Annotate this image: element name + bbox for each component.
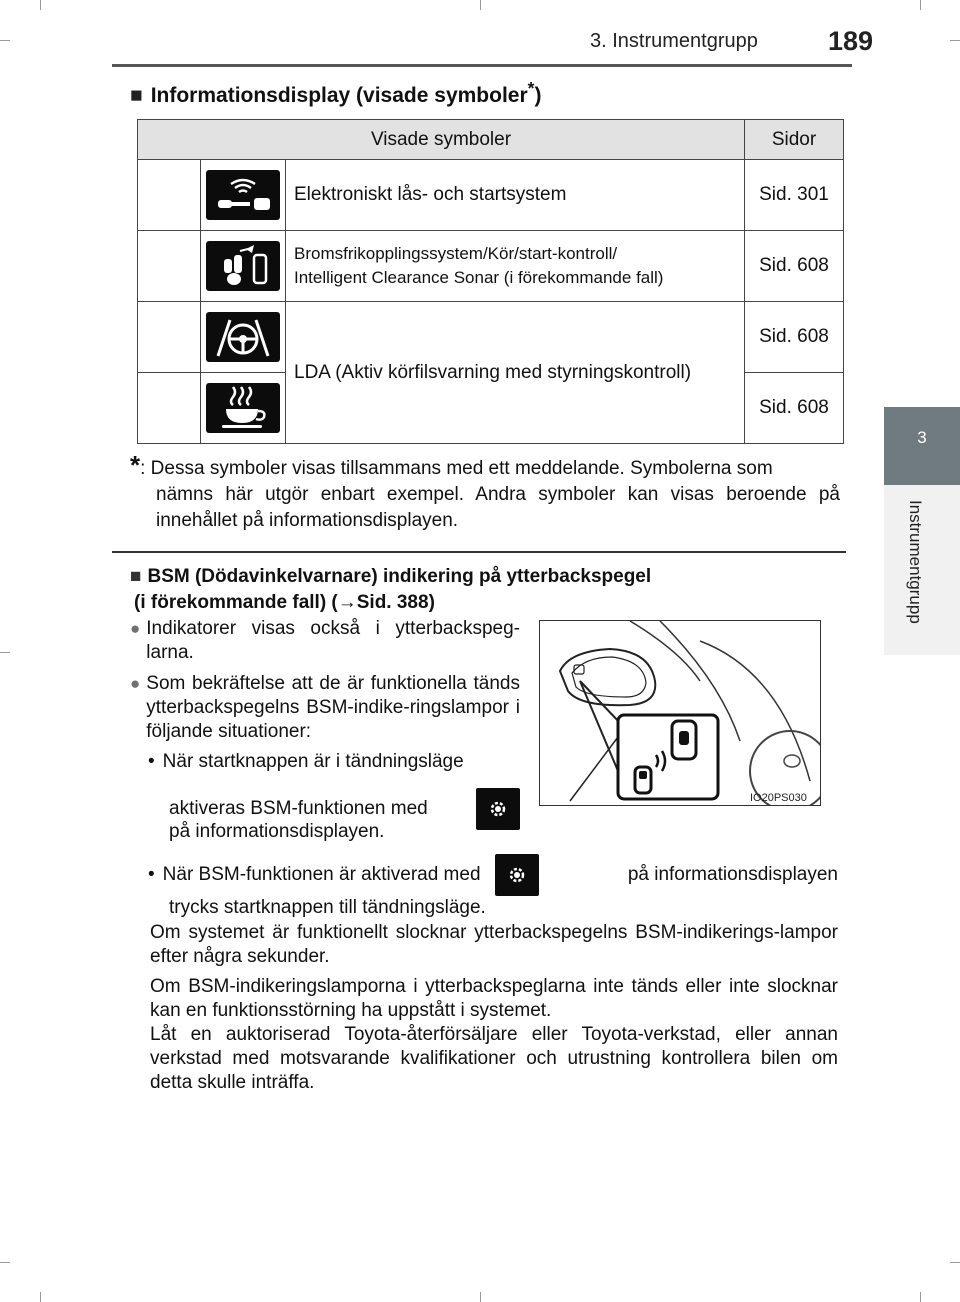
heading-square-icon: ■ [130,566,142,587]
sub-bullet-cont: på informationsdisplayen. [169,821,385,842]
crop-mark [480,0,481,10]
crop-mark [920,1292,921,1302]
footnote-mark: * [130,450,141,480]
row-page: Sid. 608 [745,373,844,444]
footnote-rest: nämns här utgör enbart exempel. Andra symboler kan visas beroende på innehållet på informationsdisplayen. [156,484,840,531]
table-row [138,160,844,231]
crop-mark [0,652,10,653]
steering-wheel-lane-icon [206,312,280,362]
mirror-drawing [540,621,820,805]
brake-foot-icon [206,241,280,291]
side-tab-label: Instrumentgrupp [906,500,925,624]
section-divider [112,551,846,553]
header-rule [112,64,852,67]
footnote-line1: : Dessa symboler visas tillsammans med ett meddelande. Symbolerna som [140,458,773,479]
paragraph: Om systemet är funktionellt slocknar ytterbackspegelns BSM-indikerings-lampor efter några sekunder. [150,922,838,967]
crop-mark [480,1292,481,1302]
page-number: 189 [828,26,874,56]
sub-bullet: • När BSM-funktionen är aktiverad med på informationsdisplayen [148,854,838,896]
side-tab-number: 3 [917,428,927,447]
paragraph: Låt en auktoriserad Toyota-återförsäljare eller Toyota-verkstad, eller annan verkstad med motsvarande kvalifikationer och utrustning kontrollera bilen om detta skulle inträffa. [150,1024,838,1093]
settings-gear-icon [495,854,539,896]
bullet-item: ● Indikatorer visas också i ytterbackspeg-larna. [130,618,520,663]
section-heading: ■ Informationsdisplay (visade symboler*) [130,78,542,107]
table-row [138,302,844,373]
crop-mark [950,40,960,41]
crop-mark [920,0,921,10]
coffee-cup-icon [206,383,280,433]
sub-bullet-cont: aktiveras BSM-funktionen med [169,788,520,830]
mirror-illustration [539,620,821,806]
table-header-row [138,120,844,160]
bullet-dot-icon: ● [130,674,141,693]
crop-mark [40,0,41,10]
figure-code: IO20PS030 [750,792,807,804]
merged-row-text: LDA (Aktiv körfilsvarning med styrningskontroll) [286,302,745,444]
crop-mark [40,1292,41,1302]
row-page: Sid. 301 [745,160,844,231]
row-page: Sid. 608 [745,302,844,373]
sub-bullet: • När startknappen är i tändningsläge [148,751,464,772]
arrow-icon: → [337,592,357,613]
crop-mark [950,1262,960,1263]
crop-mark [0,1262,10,1263]
paragraph: Om BSM-indikeringslamporna i ytterbackspeglarna inte tänds eller inte slocknar kan en funktionsstörning ha uppstått i systemet. [150,976,838,1021]
row-text-line2: Intelligent Clearance Sonar (i förekommande fall) [294,268,664,287]
keyless-signal-icon [206,170,280,220]
side-tab-label-wrap [905,500,925,650]
row-text-line1: Bromsfrikopplingssystem/Kör/start-kontroll/ [294,244,618,263]
sub-bullet-cont: trycks startknappen till tändningsläge. [169,897,486,918]
heading-square-icon: ■ [130,84,143,107]
col-header-symbols: Visade symboler [138,120,745,160]
crop-mark [0,40,10,41]
row-text: Elektroniskt lås- och startsystem [286,160,745,231]
chapter-title: 3. Instrumentgrupp [590,30,758,52]
footnote [130,452,840,534]
col-header-pages: Sidor [745,120,844,160]
bullet-dot-icon: ● [130,619,141,638]
table-row [138,231,844,302]
bsm-heading: ■ BSM (Dödavinkelvarnare) indikering på ytterbackspegel (i förekommande fall) (→Sid. 388) [130,566,652,613]
row-page: Sid. 608 [745,231,844,302]
symbols-table [137,119,844,444]
bullet-item: ● Som bekräftelse att de är funktionella tänds ytterbackspegelns BSM-indike-ringslampor i följande situationer: [130,673,520,742]
